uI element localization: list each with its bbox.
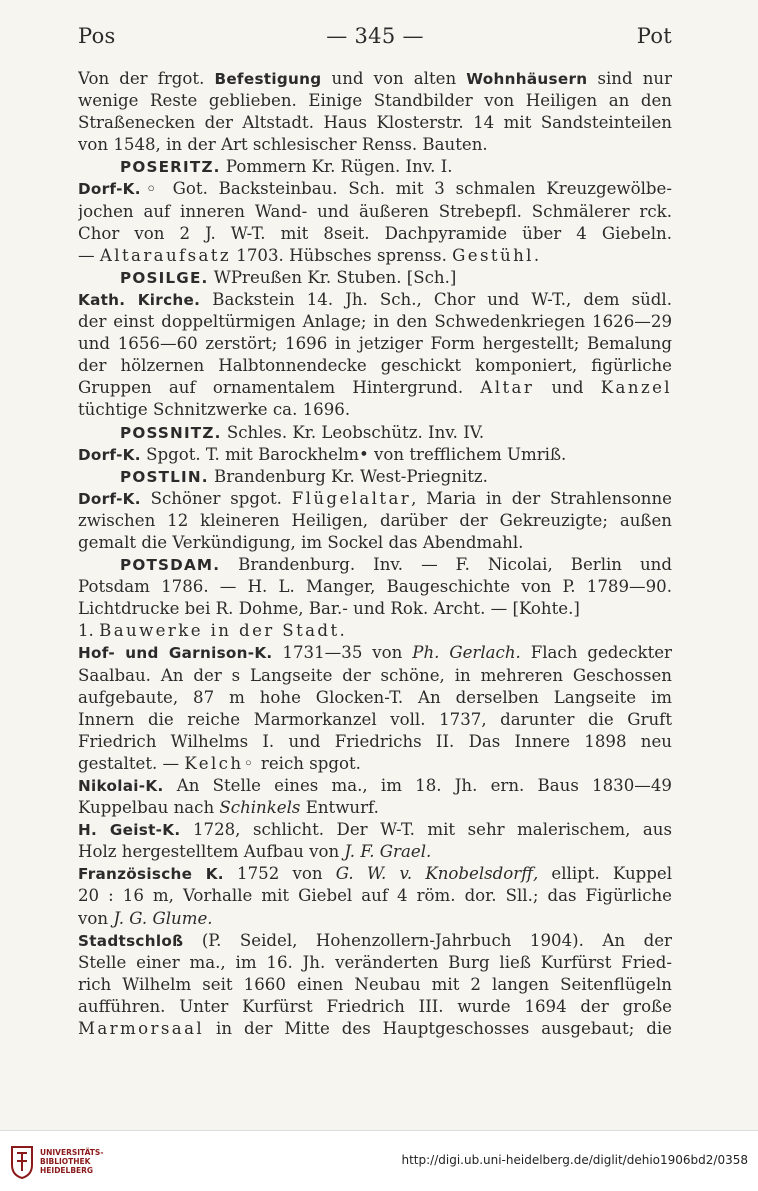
text-line: [78, 731, 672, 753]
text-segment: WPreußen Kr. Stuben. [Sch.]: [208, 267, 457, 287]
text-segment: und von alten: [321, 69, 467, 88]
text-line: [78, 466, 672, 488]
place-heading: POSSNITZ.: [120, 423, 222, 442]
text-segment: jochen auf inneren Wand- und äußeren Strebepfl. Schmälerer rck.: [78, 201, 672, 221]
text-line: [78, 399, 672, 421]
page-number: — 345 —: [326, 24, 424, 48]
text-segment: 1752 von: [223, 864, 336, 884]
permalink-url[interactable]: http://digi.ub.uni-heidelberg.de/diglit/dehio1906bd2/0358: [401, 1153, 748, 1167]
entry-heading: Französische K.: [78, 865, 224, 884]
text-segment: Flach gedeckter: [520, 643, 672, 663]
text-segment: .: [533, 245, 540, 265]
text-segment: Stelle einer ma., im 16. Jh. veränderten Burg ließ Kurfürst Fried-: [78, 952, 672, 972]
place-heading: POSERITZ.: [120, 158, 221, 177]
text-segment: Innern die reiche Marmorkanzel voll. 1737, darunter die Gruft: [78, 709, 672, 729]
library-line: BIBLIOTHEK: [40, 1157, 91, 1166]
text-line: [78, 333, 672, 355]
text-segment: —: [78, 245, 100, 265]
place-heading: POSTLIN.: [120, 467, 209, 486]
entry-heading: Dorf-K.: [78, 445, 141, 464]
entry-heading: Nikolai-K.: [78, 777, 164, 795]
text-line: [78, 775, 672, 797]
text-line: [78, 510, 672, 532]
text-line: [78, 1018, 672, 1040]
text-segment: 1.: [78, 621, 100, 641]
text-segment: Schinkels: [219, 798, 301, 818]
text-segment: in der Mitte des Hauptgeschosses ausgebaut; die: [204, 1019, 672, 1039]
text-line: [78, 819, 672, 841]
entry-heading: Befestigung: [214, 70, 322, 88]
entry-heading: Dorf-K.◦: [78, 180, 162, 199]
text-line: [78, 576, 672, 598]
entry-heading: Hof- und Garnison-K.: [78, 644, 273, 663]
text-segment: .: [339, 621, 345, 641]
text-segment: Chor von 2 J. W-T. mit 8seit. Dachpyramide über 4 Giebeln.: [78, 223, 672, 243]
text-segment: 1728, schlicht. Der W-T. mit sehr malerischem, aus: [180, 820, 672, 840]
text-segment: Altar: [480, 378, 535, 398]
text-segment: reich spgot.: [255, 753, 361, 773]
text-line: [78, 687, 672, 709]
text-segment: der einst doppeltürmigen Anlage; in den Schwedenkriegen 1626—29: [78, 312, 672, 332]
text-line: [78, 841, 672, 863]
text-line: [78, 952, 672, 974]
footer-bar: [0, 1130, 758, 1191]
text-line: [78, 863, 672, 885]
text-segment: von 1548, in der Art schlesischer Renss. Bauten.: [78, 135, 488, 155]
text-segment: Kuppelbau nach: [78, 798, 220, 818]
text-line: [78, 908, 672, 930]
text-segment: gemalt die Verkündigung, im Sockel das Abendmahl.: [78, 532, 524, 552]
text-segment: und 1656—60 zerstört; 1696 in jetziger Form hergestellt; Bemalung: [78, 334, 672, 354]
text-segment: ellipt. Kuppel: [538, 864, 672, 884]
text-line: [78, 156, 672, 178]
text-segment: Ph. Gerlach.: [412, 643, 521, 663]
text-segment: Altaraufsatz: [99, 245, 232, 265]
text-segment: von: [78, 908, 114, 928]
text-segment: rich Wilhelm seit 1660 einen Neubau mit 2 langen Seitenflügeln: [78, 974, 672, 994]
text-segment: Saalbau. An der s Langseite der schöne, in mehreren Geschossen: [78, 665, 672, 685]
text-segment: der hölzernen Halbtonnendecke geschickt komponiert, figürliche: [78, 356, 672, 376]
text-segment: Lichtdrucke bei R. Dohme, Bar.- und Rok. Archt. — [Kohte.]: [78, 599, 580, 619]
header-right-keyword: Pot: [636, 24, 672, 48]
place-heading: POSILGE.: [120, 268, 209, 287]
text-line: [78, 642, 672, 664]
text-segment: Marmorsaal: [78, 1019, 205, 1039]
text-segment: tüchtige Schnitzwerke ca. 1696.: [78, 400, 351, 420]
text-line: [78, 201, 672, 223]
text-segment: Flügelaltar: [291, 488, 412, 508]
text-segment: 20 : 16 m, Vorhalle mit Giebel auf 4 röm. dor. Sll.; das Figürliche: [78, 886, 672, 906]
text-segment: Backstein 14. Jh. Sch., Chor und W-T., dem südl.: [200, 289, 672, 309]
text-line: [78, 90, 672, 112]
text-line: [78, 422, 672, 444]
text-line: [78, 68, 672, 90]
text-segment: An Stelle eines ma., im 18. Jh. ern. Baus 1830—49: [163, 776, 672, 795]
text-segment: 1703. Hübsches sprenss.: [231, 245, 453, 265]
place-heading: POTSDAM.: [120, 556, 221, 575]
text-segment: Gruppen auf ornamentalem Hintergrund.: [78, 378, 481, 398]
text-line: [78, 134, 672, 156]
text-segment: J. F. Grael.: [344, 842, 432, 862]
library-name: [40, 1148, 103, 1175]
text-segment: aufführen. Unter Kurfürst Friedrich III. wurde 1694 der große: [78, 996, 672, 1016]
text-line: [78, 355, 672, 377]
entry-heading: Wohnhäusern: [466, 70, 588, 88]
text-line: [78, 112, 672, 134]
text-segment: , Maria in der Strahlensonne: [411, 488, 672, 508]
text-segment: Got. Backsteinbau. Sch. mit 3 schmalen Kreuzgewölbe-: [161, 179, 672, 199]
text-segment: Holz hergestelltem Aufbau von: [78, 842, 345, 862]
text-line: [78, 974, 672, 996]
text-line: [78, 267, 672, 289]
text-segment: Von der frgot.: [78, 69, 215, 88]
entry-heading: H. Geist-K.: [78, 821, 181, 840]
text-line: [78, 223, 672, 245]
text-line: [78, 444, 672, 466]
text-line: [78, 885, 672, 907]
text-segment: Kanzel: [600, 378, 672, 398]
text-segment: sind nur: [587, 69, 672, 88]
text-segment: und: [534, 378, 601, 398]
text-segment: Friedrich Wilhelms I. und Friedrichs II. Das Innere 1898 neu: [78, 731, 672, 751]
library-line: HEIDELBERG: [40, 1166, 94, 1175]
text-segment: Entwurf.: [300, 798, 379, 818]
text-line: [78, 598, 672, 620]
text-line: [78, 311, 672, 333]
text-line: [78, 245, 672, 267]
text-segment: 1731—35 von: [272, 643, 413, 663]
text-line: [78, 930, 672, 952]
entry-heading: Stadtschloß: [78, 931, 184, 950]
text-segment: Kelch◦: [184, 753, 256, 773]
text-line: [78, 532, 672, 554]
text-segment: (P. Seidel, Hohenzollern-Jahrbuch 1904). An der: [183, 930, 672, 950]
text-segment: zwischen 12 kleineren Heiligen, darüber der Gekreuzigte; außen: [78, 510, 672, 530]
text-segment: aufgebaute, 87 m hohe Glocken-T. An derselben Langseite im: [78, 687, 672, 707]
university-seal-icon: [10, 1145, 34, 1179]
text-line: [78, 289, 672, 311]
text-segment: Straßenecken der Altstadt. Haus Klosterstr. 14 mit Sandsteinteilen: [78, 113, 672, 133]
body-text: [78, 68, 672, 1040]
text-segment: Potsdam 1786. — H. L. Manger, Baugeschichte von P. 1789—90.: [78, 577, 672, 597]
text-segment: Gestühl: [452, 245, 534, 265]
text-segment: gestaltet. —: [78, 753, 185, 773]
text-line: [78, 709, 672, 731]
text-line: [78, 753, 672, 775]
text-segment: wenige Reste geblieben. Einige Standbilder von Heiligen an den: [78, 91, 672, 111]
text-segment: Schöner spgot.: [140, 488, 292, 508]
text-segment: Pommern Kr. Rügen. Inv. I.: [220, 157, 453, 177]
header-left-keyword: Pos: [78, 24, 116, 48]
text-line: [78, 996, 672, 1018]
text-line: [78, 554, 672, 576]
text-segment: Bauwerke in der Stadt: [99, 621, 340, 641]
text-segment: Spgot. T. mit Barockhelm• von trefflichem Umriß.: [140, 444, 567, 464]
text-line: [78, 665, 672, 687]
running-header: [78, 24, 672, 54]
text-segment: G. W. v. Knobelsdorff,: [335, 864, 539, 884]
text-line: [78, 797, 672, 819]
library-line: UNIVERSITÄTS-: [40, 1148, 104, 1157]
text-line: [78, 377, 672, 399]
text-line: [78, 488, 672, 510]
text-segment: J. G. Glume.: [113, 908, 213, 928]
entry-heading: Dorf-K.: [78, 489, 141, 508]
text-segment: Schles. Kr. Leobschütz. Inv. IV.: [221, 422, 485, 442]
text-line: [78, 178, 672, 200]
text-segment: Brandenburg Kr. West-Priegnitz.: [208, 466, 488, 486]
text-segment: Brandenburg. Inv. — F. Nicolai, Berlin und: [220, 555, 672, 575]
entry-heading: Kath. Kirche.: [78, 290, 201, 309]
text-line: [78, 620, 672, 642]
